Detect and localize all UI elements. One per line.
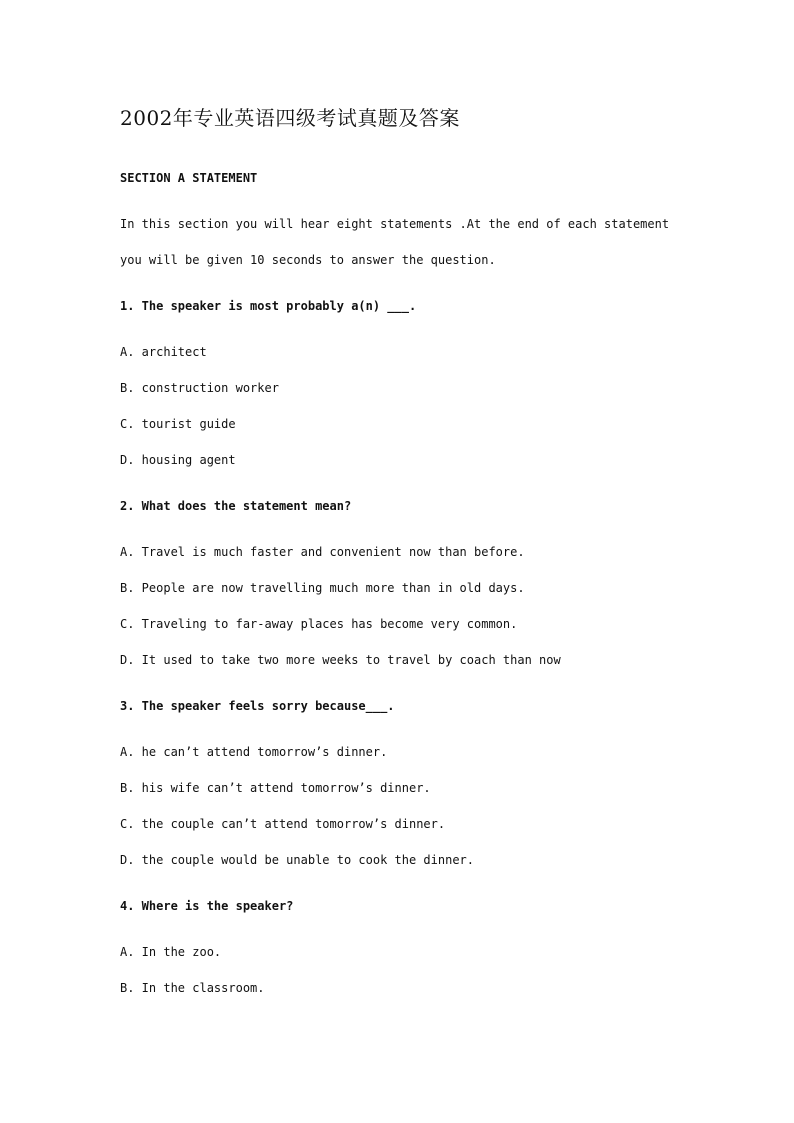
question-1-option-a: A. architect — [120, 345, 207, 359]
instruction-line-1: In this section you will hear eight statements .At the end of each statement — [120, 217, 670, 231]
question-3-option-b: B. his wife can’t attend tomorrow’s dinner. — [120, 781, 431, 795]
question-1-option-c: C. tourist guide — [120, 417, 236, 431]
question-3-option-d: D. the couple would be unable to cook the dinner. — [120, 853, 475, 867]
question-2-option-a: A. Travel is much faster and convenient now than before. — [120, 545, 525, 559]
question-2-stem: 2. What does the statement mean? — [120, 499, 352, 513]
section-heading: SECTION A STATEMENT — [120, 171, 258, 185]
question-1-stem: 1. The speaker is most probably a(n) ___. — [120, 299, 417, 313]
question-2-option-c: C. Traveling to far-away places has become very common. — [120, 617, 518, 631]
question-1-option-d: D. housing agent — [120, 453, 236, 467]
question-3-option-a: A. he can’t attend tomorrow’s dinner. — [120, 745, 388, 759]
question-4-option-b: B. In the classroom. — [120, 981, 265, 995]
question-3-stem: 3. The speaker feels sorry because___. — [120, 699, 395, 713]
instruction-line-2: you will be given 10 seconds to answer the question. — [120, 253, 496, 267]
question-2-option-b: B. People are now travelling much more than in old days. — [120, 581, 525, 595]
question-3-option-c: C. the couple can’t attend tomorrow’s dinner. — [120, 817, 446, 831]
question-4-stem: 4. Where is the speaker? — [120, 899, 294, 913]
question-1-option-b: B. construction worker — [120, 381, 279, 395]
document-title: 2002年专业英语四级考试真题及答案 — [120, 106, 460, 130]
question-2-option-d: D. It used to take two more weeks to travel by coach than now — [120, 653, 561, 667]
question-4-option-a: A. In the zoo. — [120, 945, 222, 959]
